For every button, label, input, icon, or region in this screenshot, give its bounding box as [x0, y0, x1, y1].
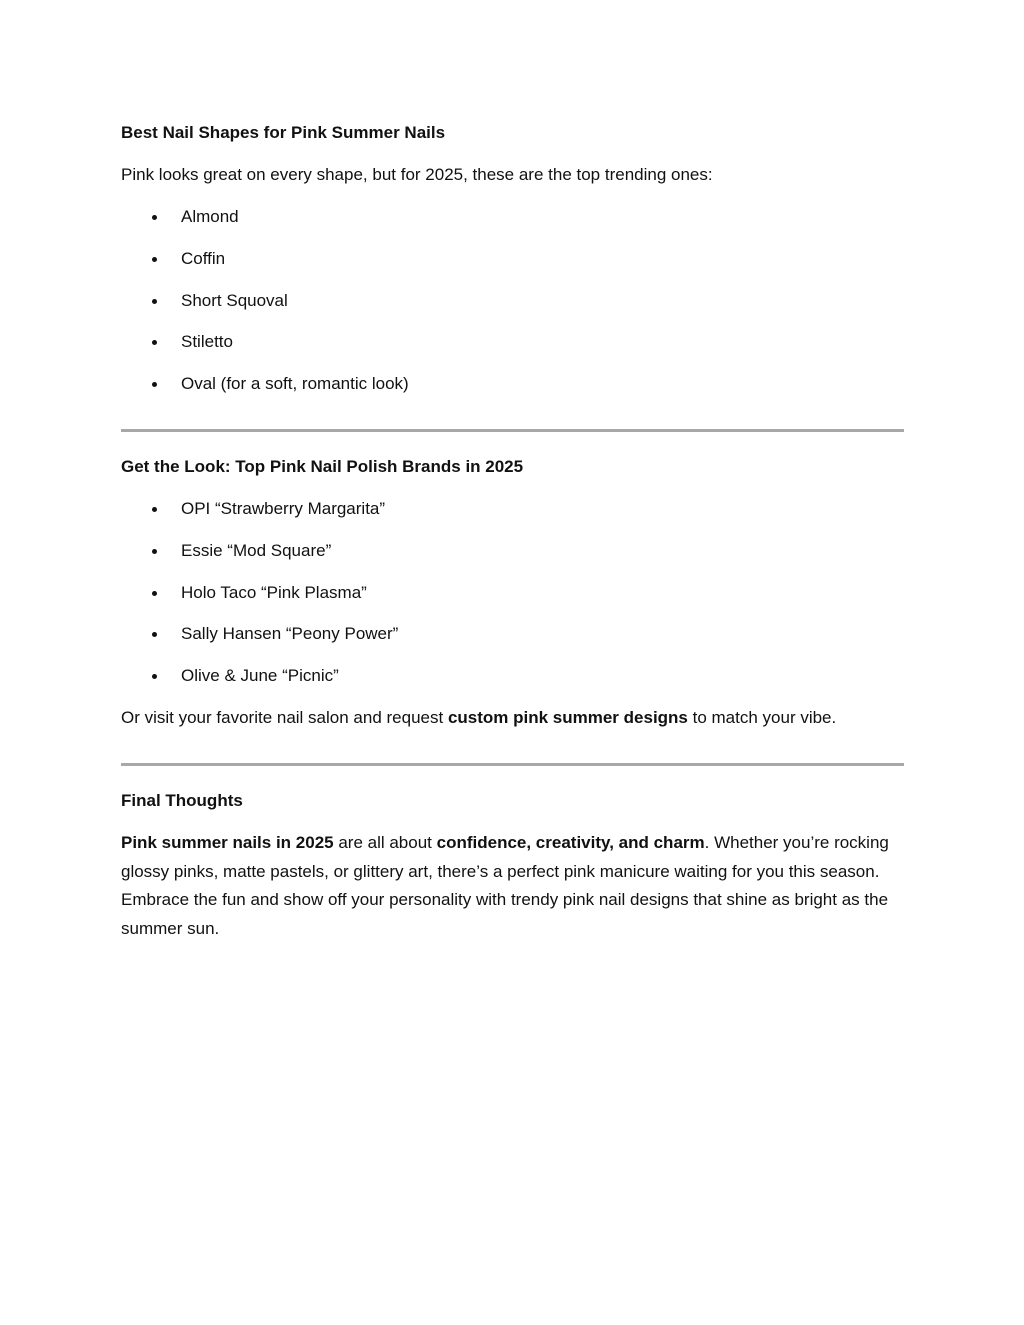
bullet-icon: [152, 507, 157, 512]
salon-suggestion-text-start: Or visit your favorite nail salon and request: [121, 708, 448, 727]
list-item-text: Essie “Mod Square”: [181, 540, 332, 560]
list-item-text: Stiletto: [181, 332, 233, 352]
horizontal-rule: [121, 429, 904, 432]
list-item-text: Coffin: [181, 248, 226, 268]
bullet-icon: [152, 215, 157, 220]
section-heading-polish-brands: Get the Look: Top Pink Nail Polish Brands in 2025: [121, 457, 524, 476]
bullet-icon: [152, 632, 157, 637]
section-heading-nail-shapes: Best Nail Shapes for Pink Summer Nails: [121, 123, 446, 142]
list-item-text: OPI “Strawberry Margarita”: [181, 499, 386, 518]
bullet-icon: [152, 591, 157, 596]
bullet-icon: [152, 382, 157, 387]
final-thoughts-text-1: are all about: [333, 833, 437, 852]
list-item-text: Holo Taco “Pink Plasma”: [181, 582, 367, 602]
bullet-icon: [152, 340, 157, 345]
final-thoughts-bold-1: Pink summer nails in 2025: [121, 833, 334, 852]
list-item-text: Olive & June “Picnic”: [181, 666, 339, 686]
bullet-icon: [152, 674, 157, 679]
bullet-icon: [152, 549, 157, 554]
final-thoughts-text-2: . Whether you’re rocking glossy pinks, matte pastels, or glittery art, there’s a perfect pink manicure waiting for you this season. Embrace the fun and show off your personality with trendy pink nail designs that shine as bright as the summer sun.: [121, 833, 889, 938]
salon-suggestion-text-end: to match your vibe.: [687, 708, 837, 727]
section-heading-final-thoughts: Final Thoughts: [121, 791, 243, 810]
horizontal-rule: [121, 763, 904, 766]
salon-suggestion-bold: custom pink summer designs: [447, 708, 688, 727]
nail-shapes-intro: Pink looks great on every shape, but for 2025, these are the top trending ones:: [121, 165, 713, 184]
list-item-text: Sally Hansen “Peony Power”: [181, 624, 399, 644]
final-thoughts-bold-2: confidence, creativity, and charm: [436, 833, 705, 852]
list-item-text: Oval (for a soft, romantic look): [181, 374, 409, 394]
list-item-text: Short Squoval: [181, 290, 288, 310]
bullet-icon: [152, 257, 157, 262]
list-item-text: Almond: [181, 207, 239, 226]
salon-suggestion-paragraph: [121, 707, 836, 729]
final-thoughts-paragraph: [121, 829, 891, 943]
bullet-icon: [152, 299, 157, 304]
